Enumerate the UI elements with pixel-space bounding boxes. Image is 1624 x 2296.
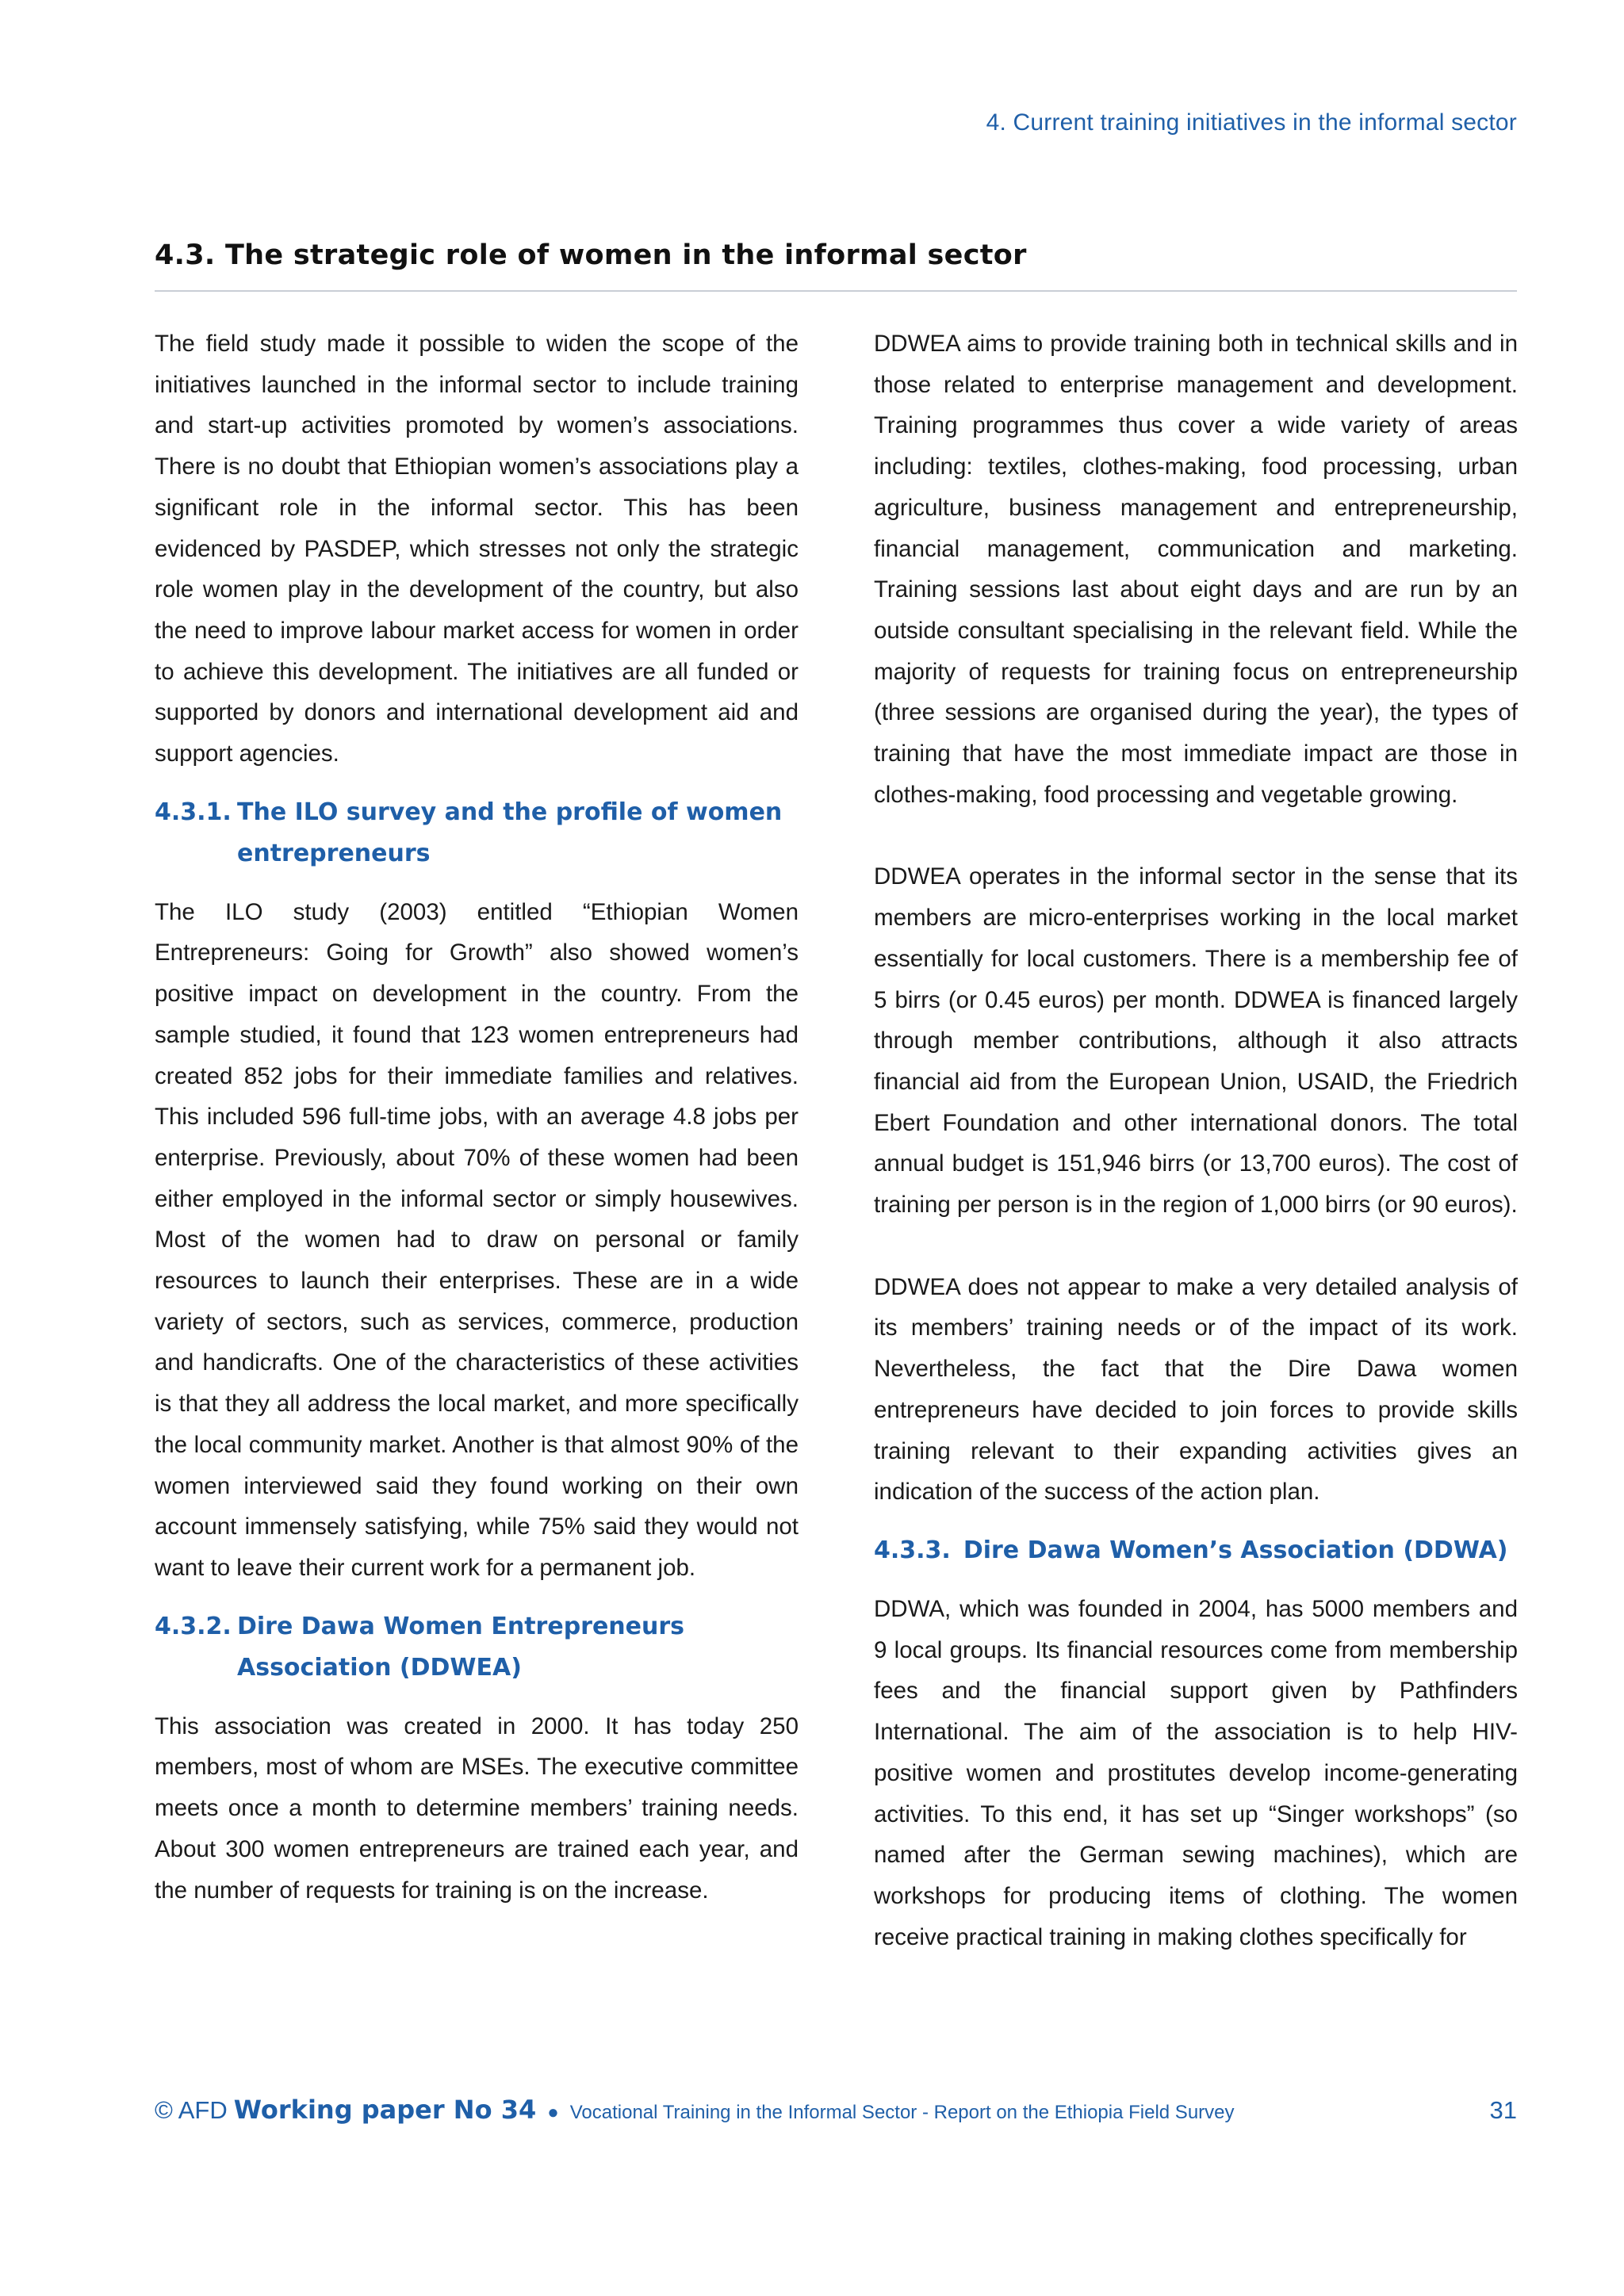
subsection-number: 4.3.3. [874,1536,951,1564]
subsection-heading-4-3-1 [155,792,799,874]
left-column [155,323,799,1911]
section-rule [155,290,1517,292]
footer-working-paper: Working paper No 34 [233,2095,537,2125]
bullet-icon: ● [547,2102,559,2123]
paragraph: The ILO study (2003) entitled “Ethiopian Women Entrepreneurs: Going for Growth” also showed women’s positive impact on development in the country. From the sample studied, it found that 123 women entrepreneurs had created 852 jobs for their immediate families and relatives. This included 596 full-time jobs, with an average 4.8 jobs per enterprise. Previously, about 70% of these women had been either employed in the informal sector or simply housewives. Most of the women had to draw on personal or family resources to launch their enterprises. These are in a wide variety of sectors, such as services, commerce, production and handicrafts. One of the characteristics of these activities is that they all address the local market, and more specifically the local community market. Another is that almost 90% of the women interviewed said they found working on their own account immensely satisfying, while 75% said they would not want to leave their current work for a permanent job. [155,898,799,1581]
footer-copyright: © AFD [155,2096,228,2124]
paragraph: DDWEA aims to provide training both in technical skills and in those related to enterprise management and development. Training programmes thus cover a wide variety of areas including: textiles, clothes-making, food processing, urban agriculture, business management and entrepreneurship, financial management, communication and marketing. Training sessions last about eight days and are run by an outside consultant specialising in the relevant field. While the majority of requests for training focus on entrepreneurship (three sessions are organised during the year), the types of training that have the most immediate impact are those in clothes-making, food processing and vegetable growing. [874,331,1518,808]
subsection-title: The ILO survey and the profile of women entrepreneurs [237,798,783,867]
running-header: 4. Current training initiatives in the informal sector [986,109,1517,136]
subsection-heading-4-3-2 [155,1606,799,1689]
page-footer [155,2095,1517,2125]
paragraph: DDWEA does not appear to make a very detailed analysis of its members’ training needs or of the impact of its work. Nevertheless, the fact that the Dire Dawa women entrepreneurs have decided to join forces to provide skills training relevant to their expanding activities gives an indication of the success of the action plan. [874,1273,1518,1506]
right-column [874,323,1518,1957]
section-title: 4.3. The strategic role of women in the informal sector [155,239,1027,271]
subsection-number: 4.3.1. [155,798,232,826]
paragraph: DDWEA operates in the informal sector in the sense that its members are micro-enterprises working in the local market essentially for local customers. There is a membership fee of 5 birrs (or 0.45 euros) per month. DDWEA is financed largely through member contributions, although it also attracts financial aid from the European Union, USAID, the Friedrich Ebert Foundation and other international donors. The total annual budget is 151,946 birrs (or 13,700 euros). The cost of training per person is in the region of 1,000 birrs (or 90 euros). [874,863,1518,1219]
subsection-number: 4.3.2. [155,1612,232,1640]
subsection-title: Dire Dawa Women’s Association (DDWA) [963,1536,1508,1564]
paragraph: The field study made it possible to widen the scope of the initiatives launched in the informal sector to include training and start-up activities promoted by women’s associations. There is no doubt that Ethiopian women’s associations play a significant role in the informal sector. This has been evidenced by PASDEP, which stresses not only the strategic role women play in the development of the country, but also the need to improve labour market access for women in order to achieve this development. The initiatives are all funded or supported by donors and international development aid and support agencies. [155,331,799,767]
subsection-title: Dire Dawa Women Entrepreneurs Association (DDWEA) [237,1612,685,1682]
paragraph: DDWA, which was founded in 2004, has 5000 members and 9 local groups. Its financial resources come from membership fees and the financial support given by Pathfinders International. The aim of the association is to help HIV-positive women and prostitutes develop income-generating activities. To this end, it has set up “Singer workshops” (so named after the German sewing machines), which are workshops for producing items of clothing. The women receive practical training in making clothes specifically for [874,1595,1518,1950]
paragraph: This association was created in 2000. It has today 250 members, most of whom are MSEs. The executive committee meets once a month to determine members’ training needs. About 300 women entrepreneurs are trained each year, and the number of requests for training is on the increase. [155,1712,799,1904]
subsection-heading-4-3-3 [874,1530,1518,1571]
page-number: 31 [1489,2096,1517,2124]
footer-series-title: Vocational Training in the Informal Sector - Report on the Ethiopia Field Survey [569,2102,1235,2123]
